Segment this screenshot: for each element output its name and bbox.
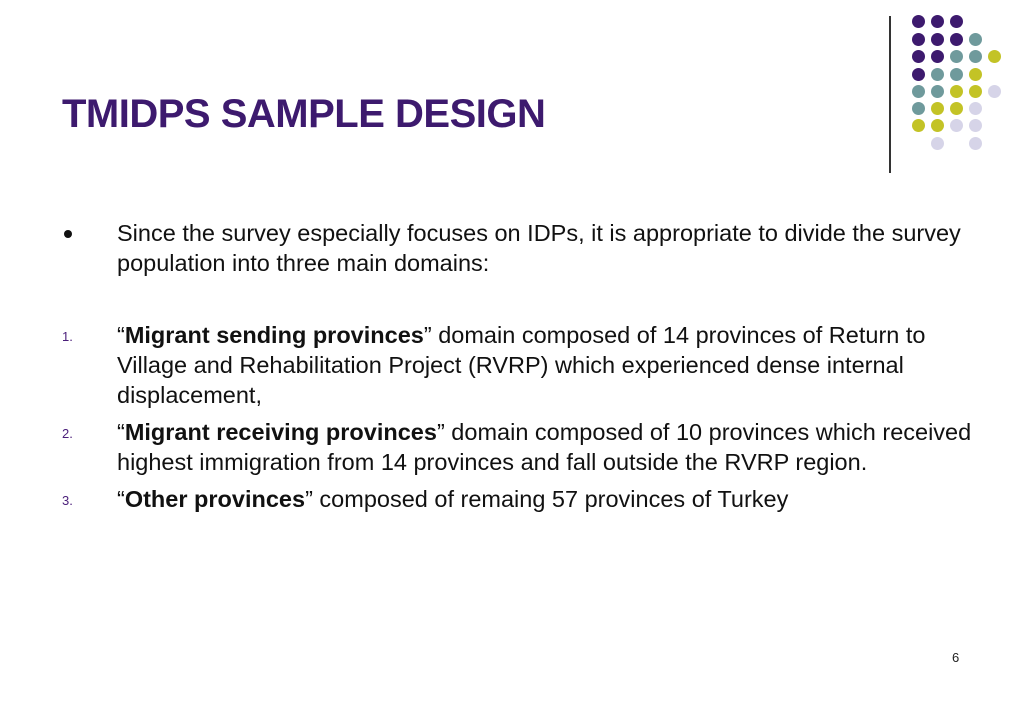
domain-name: Migrant sending provinces (124, 322, 424, 348)
decor-dot (969, 137, 982, 150)
decor-dot (950, 85, 963, 98)
list-item (62, 320, 982, 410)
domain-description: ” composed of remaing 57 provinces of Turkey (305, 486, 789, 512)
decor-dot (931, 33, 944, 46)
open-quote: “ (117, 486, 125, 512)
decor-dot (931, 15, 944, 28)
domain-name: Other provinces (124, 486, 306, 512)
bullet-icon (64, 230, 72, 238)
decor-dot (931, 137, 944, 150)
domain-description: ” domain composed of 10 provinces which received highest immigration from 14 provinces and fall outside the RVRP region. (117, 419, 972, 475)
decor-dot (969, 50, 982, 63)
decor-dot (912, 50, 925, 63)
decor-dot (969, 119, 982, 132)
decor-dot (912, 33, 925, 46)
list-item (62, 484, 982, 514)
list-number: 1. (62, 329, 73, 344)
open-quote: “ (117, 322, 125, 348)
bullet-text: Since the survey especially focuses on IDPs, it is appropriate to divide the survey population into three main domains: (117, 220, 961, 276)
domain-description: ” domain composed of 14 provinces of Return to Village and Rehabilitation Project (RVRP) which experienced dense internal displacement, (117, 322, 926, 408)
decor-dot (912, 102, 925, 115)
decor-dot (988, 50, 1001, 63)
decor-dot (931, 119, 944, 132)
decor-dot (950, 33, 963, 46)
decor-dot (912, 68, 925, 81)
bullet-paragraph (62, 218, 982, 278)
decor-dot (969, 85, 982, 98)
slide-title: TMIDPS SAMPLE DESIGN (62, 92, 546, 136)
decor-dot (950, 15, 963, 28)
decor-dot (950, 50, 963, 63)
decor-dot (950, 119, 963, 132)
decorative-divider-line (889, 16, 891, 173)
decor-dot (931, 68, 944, 81)
decor-dot (912, 119, 925, 132)
decor-dot (988, 85, 1001, 98)
slide-body (62, 218, 982, 521)
list-item (62, 417, 982, 477)
decor-dot (950, 68, 963, 81)
numbered-list (62, 320, 982, 514)
decor-dot (969, 68, 982, 81)
open-quote: “ (117, 419, 125, 445)
list-number: 2. (62, 426, 73, 441)
decor-dot (912, 15, 925, 28)
decor-dot (950, 102, 963, 115)
decor-dot (969, 102, 982, 115)
decor-dot (931, 50, 944, 63)
decor-dot (969, 33, 982, 46)
decor-dot (931, 85, 944, 98)
decor-dot (931, 102, 944, 115)
domain-name: Migrant receiving provinces (124, 419, 437, 445)
page-number: 6 (952, 650, 960, 665)
list-number: 3. (62, 493, 73, 508)
decor-dot (912, 85, 925, 98)
